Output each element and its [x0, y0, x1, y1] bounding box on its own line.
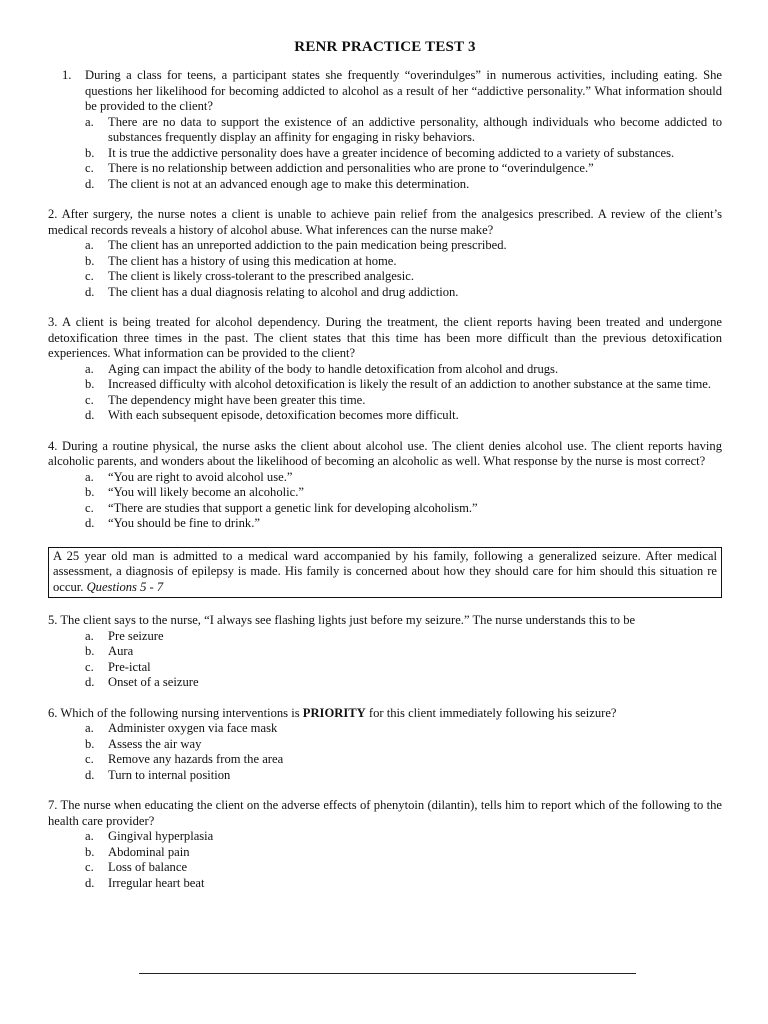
- option-list: [48, 362, 722, 424]
- option-a: [85, 470, 722, 486]
- option-text: There are no data to support the existence of an addictive personality, although individuals who become addicted to substances frequently display an affinity for engaging in risky behaviors.: [108, 114, 722, 144]
- option-text: “You will likely become an alcoholic.”: [108, 485, 304, 499]
- option-letter: b.: [85, 485, 95, 499]
- option-a: [85, 629, 722, 645]
- option-text: With each subsequent episode, detoxification becomes more difficult.: [108, 408, 459, 422]
- option-letter: d.: [85, 875, 95, 890]
- question-1: [48, 68, 722, 192]
- option-c: [85, 860, 722, 876]
- option-letter: a.: [85, 721, 94, 735]
- option-d: [85, 516, 722, 532]
- option-d: [85, 675, 722, 691]
- option-letter: c.: [85, 860, 94, 874]
- footer-divider: [139, 973, 636, 974]
- option-text: “You are right to avoid alcohol use.”: [108, 469, 293, 484]
- option-d: [85, 285, 722, 301]
- question-6: [48, 706, 722, 784]
- question-text: [48, 706, 722, 722]
- option-letter: c.: [85, 500, 94, 515]
- option-c: [85, 161, 722, 177]
- option-c: [85, 501, 722, 517]
- option-list: [48, 721, 722, 783]
- option-b: [85, 146, 722, 162]
- option-letter: d.: [85, 284, 95, 299]
- option-letter: b.: [85, 377, 95, 391]
- question-text: 4. During a routine physical, the nurse asks the client about alcohol use. The client denies alcohol use. The client reports having alcoholic parents, and wonders about the likelihood of becoming an alcoholic as well. What response by the nurse is most correct?: [48, 438, 722, 468]
- option-d: [85, 768, 722, 784]
- option-a: [85, 238, 722, 254]
- option-text: The dependency might have been greater this time.: [108, 392, 366, 407]
- option-list: [48, 115, 722, 193]
- option-letter: d.: [85, 176, 95, 191]
- question-text: 3. A client is being treated for alcohol dependency. During the treatment, the client reports having been treated and undergone detoxification three times in the past. The client states that this time has been more difficult than the previous detoxification experiences. What information can be provided to the client?: [48, 315, 722, 360]
- option-text: The client has a history of using this medication at home.: [108, 253, 397, 268]
- scenario-text: A 25 year old man is admitted to a medical ward accompanied by his family, following a generalized seizure. After medical assessment, a diagnosis of epilepsy is made. His family is concerned about how they should care for him should this situation re occur.: [53, 548, 717, 594]
- option-letter: a.: [85, 829, 94, 843]
- option-letter: d.: [85, 675, 95, 689]
- option-b: [85, 644, 722, 660]
- option-d: [85, 408, 722, 424]
- option-letter: c.: [85, 392, 94, 407]
- option-text: Gingival hyperplasia: [108, 829, 214, 843]
- option-c: [85, 269, 722, 285]
- question-5: [48, 613, 722, 691]
- option-letter: c.: [85, 269, 94, 283]
- option-text: The client has an unreported addiction to the pain medication being prescribed.: [108, 238, 507, 252]
- option-b: [85, 377, 722, 393]
- option-letter: a.: [85, 238, 94, 252]
- option-letter: b.: [85, 644, 95, 658]
- question-text: 5. The client says to the nurse, “I always see flashing lights just before my seizure.” The nurse understands this to be: [48, 613, 636, 627]
- option-text: It is true the addictive personality does have a greater incidence of becoming addicted to a variety of substances.: [108, 145, 675, 160]
- option-letter: c.: [85, 161, 94, 175]
- option-a: [85, 829, 722, 845]
- question-stem: [48, 68, 722, 115]
- question-text-end: for this client immediately following his seizure?: [365, 705, 617, 720]
- option-list: [48, 829, 722, 891]
- option-text: Remove any hazards from the area: [108, 752, 284, 766]
- option-text: Onset of a seizure: [108, 675, 199, 689]
- option-list: [48, 470, 722, 532]
- option-text: Loss of balance: [108, 860, 188, 874]
- option-b: [85, 254, 722, 270]
- option-letter: a.: [85, 114, 94, 129]
- option-text: Irregular heart beat: [108, 875, 205, 890]
- option-a: [85, 721, 722, 737]
- option-text: The client has a dual diagnosis relating to alcohol and drug addiction.: [108, 284, 459, 299]
- priority-emphasis: PRIORITY: [302, 705, 366, 720]
- option-d: [85, 876, 722, 892]
- option-letter: d.: [85, 516, 95, 530]
- option-letter: c.: [85, 659, 94, 674]
- scenario-question-ref: Questions 5 - 7: [86, 579, 164, 594]
- option-c: [85, 660, 722, 676]
- option-text: Turn to internal position: [108, 767, 231, 782]
- option-letter: a.: [85, 361, 94, 376]
- option-b: [85, 737, 722, 753]
- option-text: Aging can impact the ability of the body to handle detoxification from alcohol and drugs.: [108, 361, 559, 376]
- option-a: [85, 115, 722, 146]
- question-number: 1.: [62, 68, 72, 82]
- option-text: Pre seizure: [108, 628, 164, 643]
- option-c: [85, 393, 722, 409]
- option-text: “There are studies that support a genetic link for developing alcoholism.”: [108, 500, 478, 515]
- option-text: Aura: [108, 644, 134, 658]
- option-b: [85, 485, 722, 501]
- option-text: Increased difficulty with alcohol detoxification is likely the result of an addiction to another substance at the same time.: [108, 377, 712, 391]
- question-text: 7. The nurse when educating the client on the adverse effects of phenytoin (dilantin), tells him to report which of the following to the health care provider?: [48, 798, 722, 828]
- option-letter: b.: [85, 736, 95, 751]
- option-b: [85, 845, 722, 861]
- option-letter: a.: [85, 469, 94, 484]
- option-text: Assess the air way: [108, 736, 202, 751]
- option-letter: d.: [85, 767, 95, 782]
- option-text: The client is likely cross-tolerant to the prescribed analgesic.: [108, 269, 414, 283]
- option-a: [85, 362, 722, 378]
- question-3: [48, 315, 722, 424]
- option-list: [48, 238, 722, 300]
- option-text: There is no relationship between addiction and personalities who are prone to “overindulgence.”: [108, 161, 594, 175]
- option-letter: a.: [85, 628, 94, 643]
- question-4: [48, 439, 722, 532]
- option-list: [48, 629, 722, 691]
- question-text: 2. After surgery, the nurse notes a client is unable to achieve pain relief from the analgesics prescribed. A review of the client’s medical records reveals a history of alcohol abuse. What inferences can the nurse make?: [48, 207, 722, 237]
- question-text: During a class for teens, a participant states she frequently “overindulges” in numerous activities, including eating. She questions her likelihood for becoming addicted to alcohol as a result of her “addictive personality.” What information should be provided to the client?: [85, 68, 722, 113]
- page-title: RENR PRACTICE TEST 3: [294, 39, 476, 55]
- option-c: [85, 752, 722, 768]
- option-letter: d.: [85, 408, 95, 422]
- option-letter: b.: [85, 844, 95, 859]
- question-7: [48, 798, 722, 891]
- option-text: “You should be fine to drink.”: [108, 516, 260, 530]
- option-letter: b.: [85, 253, 95, 268]
- test-page: [48, 38, 722, 906]
- option-d: [85, 177, 722, 193]
- option-text: Pre-ictal: [108, 659, 151, 674]
- option-text: The client is not at an advanced enough age to make this determination.: [108, 176, 470, 191]
- scenario-box: [48, 547, 722, 599]
- option-text: Administer oxygen via face mask: [108, 721, 278, 735]
- option-letter: b.: [85, 145, 95, 160]
- question-text-start: 6. Which of the following nursing interventions is: [48, 705, 303, 720]
- option-text: Abdominal pain: [108, 844, 190, 859]
- question-2: [48, 207, 722, 300]
- option-letter: c.: [85, 752, 94, 766]
